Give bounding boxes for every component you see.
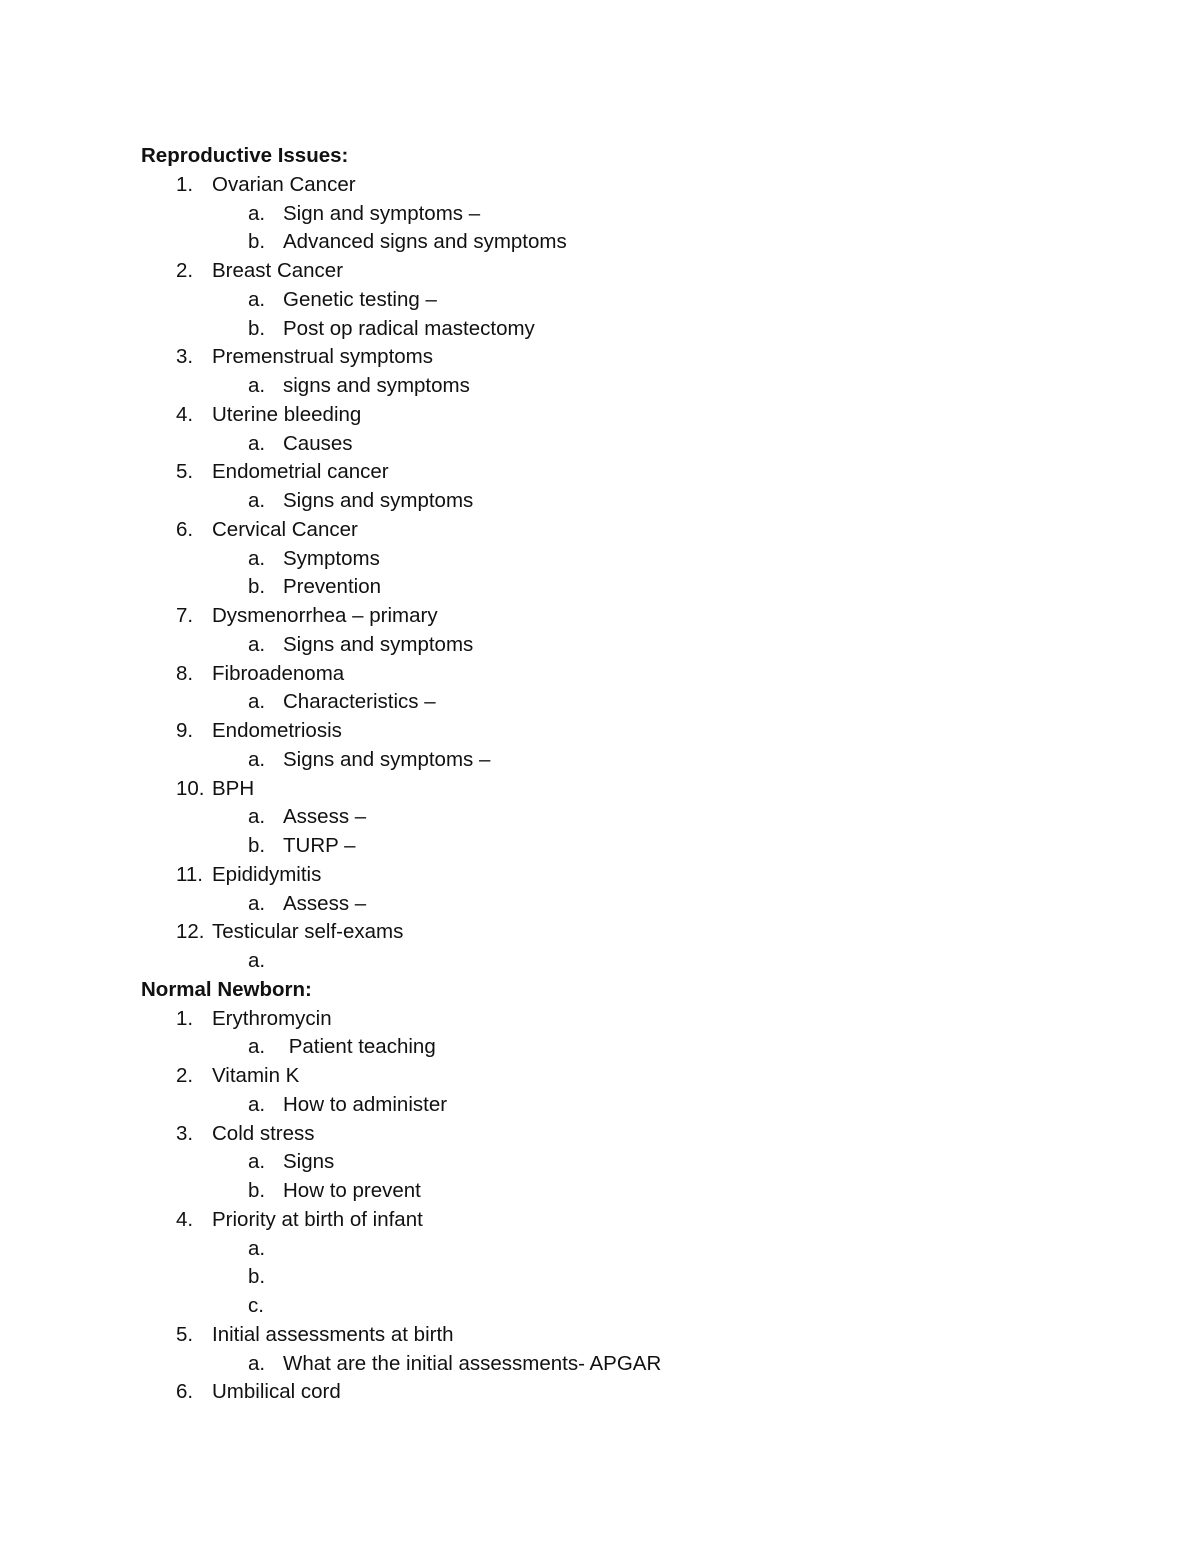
list-item-number: 9. — [176, 719, 194, 742]
list-item-text: Priority at birth of infant — [212, 1207, 423, 1231]
list-item — [141, 458, 1141, 487]
sub-list-item-text: Assess – — [283, 891, 367, 915]
list-item — [141, 401, 1141, 430]
sub-list-item-marker: a. — [248, 690, 266, 714]
list-item-text: Premenstrual symptoms — [212, 345, 434, 369]
list-item-text: Vitamin K — [212, 1064, 300, 1087]
list-item — [141, 343, 1141, 372]
list-item — [141, 1378, 1141, 1407]
list-item — [141, 717, 1141, 746]
sub-list-item — [141, 803, 1141, 832]
sub-list-item — [141, 545, 1141, 574]
sub-list-item-text: Symptoms — [283, 546, 380, 570]
section-heading: Reproductive Issues: — [141, 144, 349, 167]
list-item-number: 3. — [176, 345, 194, 369]
sub-list-item-text: Causes — [283, 431, 353, 455]
sub-list-item — [141, 1148, 1141, 1177]
sub-list-item-marker: a. — [248, 1092, 266, 1116]
list-item-text: Testicular self-exams — [212, 920, 404, 944]
list-item-number: 1. — [176, 172, 194, 196]
sub-list-item — [141, 228, 1141, 257]
sub-list-item — [141, 890, 1141, 919]
sub-list-item — [141, 1177, 1141, 1206]
sub-list-item — [141, 947, 1141, 976]
sub-list-item — [141, 688, 1141, 717]
list-item — [141, 1206, 1141, 1235]
sub-list-item-marker: c. — [248, 1294, 264, 1317]
sub-list-item-marker: b. — [248, 834, 266, 857]
list-item-number: 3. — [176, 1121, 194, 1145]
sub-list-item-text: Advanced signs and symptoms — [283, 230, 567, 254]
sub-list-item-marker: b. — [248, 575, 266, 599]
list-item-text: Endometriosis — [212, 719, 342, 742]
sub-list-item-text: How to administer — [283, 1092, 448, 1116]
list-item-number: 2. — [176, 259, 194, 282]
list-item — [141, 257, 1141, 286]
sub-list-item-marker: a. — [248, 374, 266, 397]
sub-list-item — [141, 286, 1141, 315]
sub-list-item-marker: a. — [248, 431, 266, 455]
sub-list-item-marker: a. — [248, 489, 266, 512]
sub-list-item-text: Signs and symptoms — [283, 632, 474, 656]
sub-list-item-marker: a. — [248, 201, 266, 225]
list-item — [141, 1062, 1141, 1091]
list-item-text: Fibroadenoma — [212, 661, 345, 685]
list-item-number: 8. — [176, 661, 194, 685]
sub-list-item-marker: a. — [248, 1236, 266, 1260]
sub-list-item-marker: a. — [248, 949, 266, 972]
sub-list-item — [141, 1235, 1141, 1264]
list-item-number: 2. — [176, 1064, 194, 1087]
list-item-text: Cervical Cancer — [212, 517, 358, 541]
list-item-number: 4. — [176, 402, 194, 426]
list-item — [141, 775, 1141, 804]
list-item — [141, 516, 1141, 545]
sub-list-item — [141, 1292, 1141, 1321]
section-heading: Normal Newborn: — [141, 977, 312, 1001]
sub-list-item — [141, 315, 1141, 344]
list-item-text: Epididymitis — [212, 862, 322, 886]
list-item-number: 5. — [176, 460, 194, 484]
sub-list-item-text: Characteristics – — [283, 690, 436, 714]
sub-list-item-text: Signs and symptoms — [283, 489, 474, 512]
sub-list-item-text: TURP – — [283, 834, 356, 857]
sub-list-item-marker: a. — [248, 1150, 266, 1174]
list-item-text: Endometrial cancer — [212, 460, 389, 484]
sub-list-item-text: Patient teaching — [283, 1035, 436, 1059]
sub-list-item — [141, 430, 1141, 459]
list-item-number: 12. — [176, 920, 205, 944]
list-item-number: 5. — [176, 1322, 194, 1346]
list-item-number: 4. — [176, 1207, 194, 1231]
sub-list-item-marker: a. — [248, 632, 266, 656]
sub-list-item-text: signs and symptoms — [283, 374, 470, 397]
sub-list-item-marker: a. — [248, 287, 266, 311]
sub-list-item-text: Signs and symptoms – — [283, 747, 491, 771]
list-item-number: 6. — [176, 1380, 194, 1404]
sub-list-item-text: Post op radical mastectomy — [283, 316, 535, 340]
list-item-number: 7. — [176, 604, 194, 627]
list-item-text: Cold stress — [212, 1121, 315, 1145]
list-item-text: Dysmenorrhea – primary — [212, 604, 438, 627]
sub-list-item-marker: a. — [248, 891, 266, 915]
sub-list-item-text: What are the initial assessments- APGAR — [283, 1351, 662, 1375]
list-item-text: BPH — [212, 776, 255, 800]
list-item — [141, 861, 1141, 890]
sub-list-item-marker: a. — [248, 546, 266, 570]
sub-list-item — [141, 631, 1141, 660]
sub-list-item — [141, 832, 1141, 861]
sub-list-item — [141, 372, 1141, 401]
list-item-number: 6. — [176, 517, 194, 541]
list-item — [141, 918, 1141, 947]
sub-list-item-marker: b. — [248, 230, 266, 254]
sub-list-item-text: Assess – — [283, 805, 367, 829]
sub-list-item — [141, 746, 1141, 775]
sub-list-item-marker: a. — [248, 1351, 266, 1375]
sub-list-item — [141, 1091, 1141, 1120]
sub-list-item-marker: a. — [248, 1035, 266, 1059]
sub-list-item-text: How to prevent — [283, 1179, 421, 1202]
sub-list-item — [141, 573, 1141, 602]
sub-list-item-text: Sign and symptoms – — [283, 201, 481, 225]
list-item — [141, 1005, 1141, 1034]
document-body — [141, 142, 1141, 1407]
sub-list-item-marker: b. — [248, 1179, 266, 1202]
list-item — [141, 1120, 1141, 1149]
list-item-text: Ovarian Cancer — [212, 172, 356, 196]
sub-list-item-text: Signs — [283, 1150, 335, 1174]
list-item-text: Uterine bleeding — [212, 402, 362, 426]
list-item-number: 1. — [176, 1006, 194, 1030]
list-item-text: Umbilical cord — [212, 1380, 341, 1404]
sub-list-item-marker: b. — [248, 316, 266, 340]
list-item-text: Breast Cancer — [212, 259, 344, 282]
sub-list-item-marker: a. — [248, 747, 266, 771]
list-item-text: Erythromycin — [212, 1006, 332, 1030]
sub-list-item — [141, 487, 1141, 516]
sub-list-item — [141, 1263, 1141, 1292]
sub-list-item-marker: a. — [248, 805, 266, 829]
list-item — [141, 1321, 1141, 1350]
list-item-number: 11. — [176, 862, 203, 886]
list-item — [141, 171, 1141, 200]
list-item — [141, 602, 1141, 631]
sub-list-item-text: Prevention — [283, 575, 382, 599]
sub-list-item — [141, 1350, 1141, 1379]
list-item — [141, 660, 1141, 689]
sub-list-item-marker: b. — [248, 1265, 266, 1289]
sub-list-item — [141, 200, 1141, 229]
sub-list-item-text: Genetic testing – — [283, 287, 437, 311]
list-item-number: 10. — [176, 776, 205, 800]
sub-list-item — [141, 1033, 1141, 1062]
list-item-text: Initial assessments at birth — [212, 1322, 454, 1346]
